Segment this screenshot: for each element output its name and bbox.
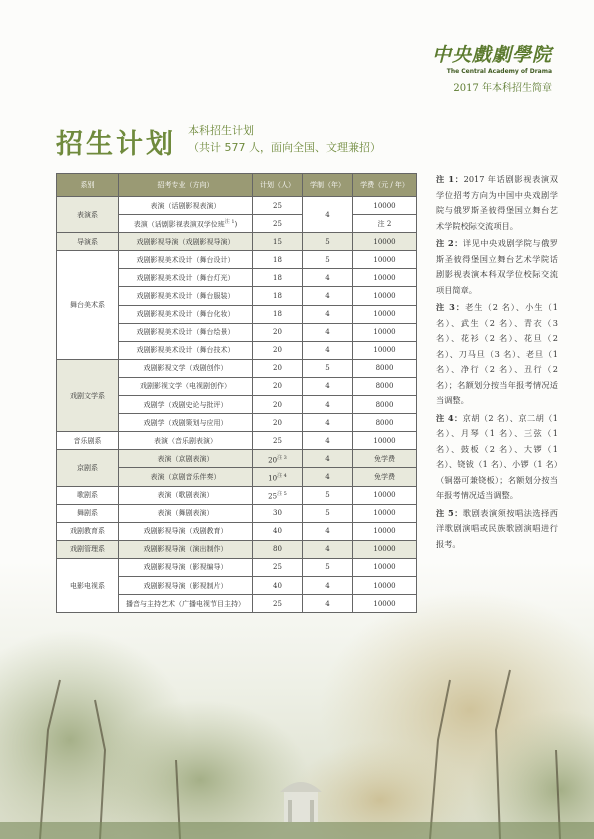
table-row <box>57 486 417 504</box>
table-row <box>57 197 417 215</box>
major-cell: 表演（音乐剧表演） <box>119 432 253 450</box>
years-cell: 4 <box>303 540 353 558</box>
fee-cell: 注 2 <box>353 215 417 233</box>
plan-cell: 25 <box>253 215 303 233</box>
header-plan: 计划（人） <box>253 174 303 197</box>
plan-cell: 25 <box>253 197 303 215</box>
notes-panel <box>436 172 558 554</box>
major-cell: 戏剧影视美术设计（舞台设计） <box>119 251 253 269</box>
fee-cell: 10000 <box>353 558 417 576</box>
plan-cell: 20 <box>253 414 303 432</box>
dept-cell: 音乐剧系 <box>57 432 119 450</box>
years-cell: 4 <box>303 450 353 468</box>
plan-cell: 18 <box>253 251 303 269</box>
note-5: 注 5：歌剧表演须按唱法选择西洋歌剧演唱或民族歌剧演唱进行报考。 <box>436 507 558 549</box>
dept-cell: 戏剧文学系 <box>57 359 119 431</box>
table-row <box>57 540 417 558</box>
major-cell: 戏剧学（戏剧策划与应用） <box>119 414 253 432</box>
plan-cell: 30 <box>253 504 303 522</box>
fee-cell: 8000 <box>353 359 417 377</box>
fee-cell: 10000 <box>353 251 417 269</box>
dept-cell: 舞剧系 <box>57 504 119 522</box>
fee-cell: 10000 <box>353 305 417 323</box>
dept-cell: 电影电视系 <box>57 558 119 612</box>
fee-cell: 10000 <box>353 269 417 287</box>
footnote-mark: 注 5 <box>277 490 287 497</box>
fee-cell: 8000 <box>353 377 417 395</box>
fee-cell: 10000 <box>353 287 417 305</box>
dept-cell: 舞台美术系 <box>57 251 119 360</box>
fee-cell: 8000 <box>353 414 417 432</box>
plan-cell: 25 <box>253 595 303 613</box>
brochure-subtitle: 2017 年本科招生简章 <box>453 83 552 94</box>
major-cell: 戏剧影视导演（戏剧影视导演） <box>119 233 253 251</box>
major-cell: 戏剧影视美术设计（舞台灯光） <box>119 269 253 287</box>
years-cell: 4 <box>303 432 353 450</box>
section-heading <box>56 122 176 161</box>
table-row <box>57 504 417 522</box>
years-cell: 4 <box>303 197 353 233</box>
dept-cell: 京剧系 <box>57 450 119 486</box>
years-cell: 4 <box>303 377 353 395</box>
plan-cell: 15 <box>253 233 303 251</box>
years-cell: 4 <box>303 595 353 613</box>
major-cell: 表演（京剧表演） <box>119 450 253 468</box>
header-dept: 系别 <box>57 174 119 197</box>
fee-cell: 10000 <box>353 595 417 613</box>
note-1: 注 1：2017 年话剧影视表演双学位招考方向为中国中央戏剧学院与俄罗斯圣彼得堡国立舞台艺术学院校际交流项目。 <box>436 174 558 231</box>
plan-cell: 18 <box>253 269 303 287</box>
years-cell: 5 <box>303 558 353 576</box>
years-cell: 4 <box>303 522 353 540</box>
note-3: 注 3：老生（2 名）、小生（1 名）、武生（2 名）、青衣（3 名）、花衫（2 名）、花旦（2 名）、刀马旦（3 名）、老旦（1 名）、净行（2 名）、丑行（2 名）；名额划分按当年报考情况适当调整。 <box>436 302 558 405</box>
table-row <box>57 558 417 576</box>
plan-cell: 25 <box>253 558 303 576</box>
header-major: 招考专业（方向） <box>119 174 253 197</box>
brand-block <box>432 40 552 94</box>
major-cell: 戏剧影视美术设计（舞台化妆） <box>119 305 253 323</box>
major-cell: 戏剧影视导演（演出制作） <box>119 540 253 558</box>
dept-cell: 导演系 <box>57 233 119 251</box>
fee-cell: 10000 <box>353 197 417 215</box>
major-cell: 表演（舞剧表演） <box>119 504 253 522</box>
fee-cell: 10000 <box>353 432 417 450</box>
pavilion <box>280 782 322 822</box>
major-cell: 表演（京剧音乐伴奏） <box>119 468 253 486</box>
years-cell: 4 <box>303 341 353 359</box>
years-cell: 4 <box>303 305 353 323</box>
fee-cell: 10000 <box>353 486 417 504</box>
fee-cell: 10000 <box>353 341 417 359</box>
enrollment-plan-table <box>56 173 417 613</box>
table-header-row <box>57 174 417 197</box>
table-row <box>57 450 417 468</box>
plan-cell: 20 <box>253 396 303 414</box>
plan-cell: 20 <box>253 359 303 377</box>
fee-cell: 免学费 <box>353 450 417 468</box>
major-cell: 戏剧影视导演（戏剧教育） <box>119 522 253 540</box>
dept-cell: 表演系 <box>57 197 119 233</box>
academy-logo: 中央戲劇學院 <box>431 44 552 66</box>
footnote-mark: 注 1 <box>224 218 235 225</box>
header-fee: 学费（元 / 年） <box>353 174 417 197</box>
footnote-mark: 注 4 <box>277 472 287 479</box>
years-cell: 4 <box>303 468 353 486</box>
major-cell: 播音与主持艺术（广播电视节目主持） <box>119 595 253 613</box>
table-row <box>57 432 417 450</box>
years-cell: 4 <box>303 414 353 432</box>
major-cell: 戏剧学（戏剧史论与批评） <box>119 396 253 414</box>
major-cell: 戏剧影视文学（电视剧创作） <box>119 377 253 395</box>
years-cell: 4 <box>303 576 353 594</box>
major-cell: 戏剧影视导演（影视制片） <box>119 576 253 594</box>
heading-side <box>188 122 381 156</box>
note-4: 注 4：京胡（2 名）、京二胡（1 名）、月琴（1 名）、三弦（1 名）、鼓板（2 名）、大锣（1 名）、铙钹（1 名）、小锣（1 名）（铜器可兼铙板）；名额划分按当年报考情况适当调整。 <box>436 412 558 500</box>
plan-cell: 40 <box>253 522 303 540</box>
plan-cell: 18 <box>253 305 303 323</box>
dept-cell: 歌剧系 <box>57 486 119 504</box>
fee-cell: 10000 <box>353 323 417 341</box>
table-row <box>57 359 417 377</box>
major-cell: 表演（话剧影视表演双学位班$^{注 1}$) <box>119 215 253 233</box>
dept-cell: 戏剧管理系 <box>57 540 119 558</box>
plan-cell: 20 <box>253 323 303 341</box>
fee-cell: 免学费 <box>353 468 417 486</box>
plan-cell: $20^{注 3}$ <box>253 450 303 468</box>
plan-summary: （共计 577 人，面向全国、文理兼招） <box>188 141 381 154</box>
fee-cell: 10000 <box>353 540 417 558</box>
years-cell: 5 <box>303 359 353 377</box>
major-cell: 戏剧影视导演（影视编导） <box>119 558 253 576</box>
table-row <box>57 522 417 540</box>
plan-cell: $10^{注 4}$ <box>253 468 303 486</box>
footnote-mark: 注 3 <box>277 454 287 461</box>
plan-cell: $25^{注 5}$ <box>253 486 303 504</box>
fee-cell: 10000 <box>353 522 417 540</box>
academy-english-name: The Central Academy of Drama <box>446 68 552 75</box>
plan-cell: 18 <box>253 287 303 305</box>
years-cell: 5 <box>303 233 353 251</box>
note-2: 注 2：详见中央戏剧学院与俄罗斯圣彼得堡国立舞台艺术学院话剧影视表演本科双学位校际交流项目简章。 <box>436 238 558 295</box>
years-cell: 5 <box>303 486 353 504</box>
major-cell: 戏剧影视美术设计（舞台技术） <box>119 341 253 359</box>
header-years: 学制（年） <box>303 174 353 197</box>
years-cell: 4 <box>303 287 353 305</box>
plan-subtitle: 本科招生计划 <box>188 124 254 137</box>
major-cell: 表演（歌剧表演） <box>119 486 253 504</box>
years-cell: 4 <box>303 396 353 414</box>
major-cell: 戏剧影视美术设计（舞台服装） <box>119 287 253 305</box>
plan-cell: 20 <box>253 341 303 359</box>
major-cell: 戏剧影视美术设计（舞台绘景） <box>119 323 253 341</box>
fee-cell: 10000 <box>353 576 417 594</box>
fee-cell: 10000 <box>353 504 417 522</box>
years-cell: 5 <box>303 504 353 522</box>
major-cell: 表演（话剧影视表演） <box>119 197 253 215</box>
fee-cell: 8000 <box>353 396 417 414</box>
plan-cell: 80 <box>253 540 303 558</box>
years-cell: 4 <box>303 323 353 341</box>
page-title: 招生计划 <box>56 129 176 160</box>
table-row <box>57 251 417 269</box>
fee-cell: 10000 <box>353 233 417 251</box>
table-row <box>57 233 417 251</box>
dept-cell: 戏剧教育系 <box>57 522 119 540</box>
plan-cell: 25 <box>253 432 303 450</box>
years-cell: 4 <box>303 269 353 287</box>
years-cell: 5 <box>303 251 353 269</box>
plan-cell: 20 <box>253 377 303 395</box>
major-cell: 戏剧影视文学（戏剧创作） <box>119 359 253 377</box>
plan-cell: 40 <box>253 576 303 594</box>
